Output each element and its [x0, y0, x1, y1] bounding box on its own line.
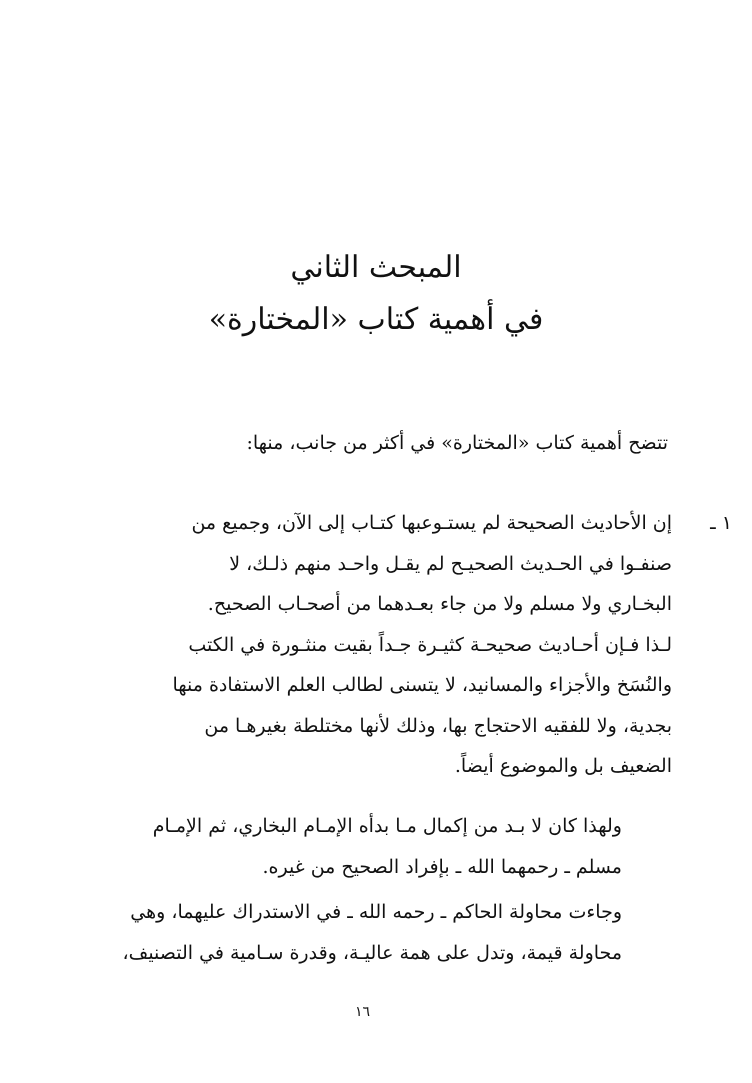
text-line: ولهذا كان لا بـد من إكمال مـا بدأه الإمـام البخاري، ثم الإمـام [152, 815, 622, 837]
text-line: البخـاري ولا مسلم ولا من جاء بعـدهما من أصحـاب الصحيح. [207, 593, 672, 615]
body-paragraph [102, 806, 622, 888]
text-line: وجاءت محاولة الحاكم ـ رحمه الله ـ في الاستدراك عليهما، وهي [130, 901, 622, 923]
text-line: مسلم ـ رحمهما الله ـ بإفراد الصحيح من غيره. [262, 856, 622, 878]
intro-paragraph: تتضح أهمية كتاب «المختارة» في أكثر من جانب، منها: [246, 432, 668, 454]
list-number: ١ ـ [710, 512, 732, 534]
section-heading: المبحث الثاني [290, 250, 462, 285]
text-line: إن الأحاديث الصحيحة لم يستـوعبها كتـاب إلى الآن، وجميع من [191, 512, 672, 534]
text-line: لـذا فـإن أحـاديث صحيحـة كثيـرة جـداً بقيت منثـورة في الكتب [188, 633, 672, 656]
text-line: محاولة قيمة، وتدل على همة عاليـة، وقدرة سـامية في التصنيف، [122, 942, 622, 964]
text-line: بجدية، ولا للفقيه الاحتجاج بها، وذلك لأنها مختلطة بغيرهـا من [204, 714, 672, 737]
text-line: صنفـوا في الحـديث الصحيـح لم يقـل واحـد منهم ذلـك، لا [229, 552, 672, 575]
numbered-point-1 [87, 503, 732, 787]
section-subheading: في أهمية كتاب «المختارة» [208, 302, 544, 337]
body-paragraph [102, 892, 622, 974]
page-number: ١٦ [354, 1004, 371, 1020]
text-line: الضعيف بل والموضوع أيضاً. [454, 755, 672, 777]
text-line: والنُسَخ والأجزاء والمسانيد، لا يتسنى لطالب العلم الاستفادة منها [172, 674, 672, 696]
